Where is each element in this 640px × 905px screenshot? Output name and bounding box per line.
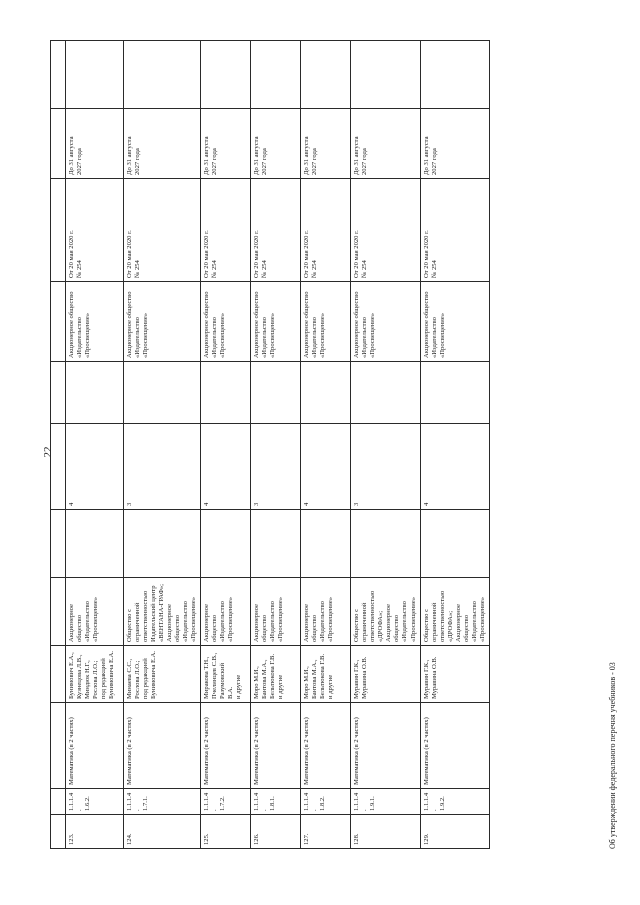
table-row — [301, 41, 351, 849]
row-order-date — [420, 179, 489, 282]
row-authors — [251, 646, 301, 703]
row-order-date — [251, 179, 301, 282]
row-authors — [351, 646, 420, 703]
row-publisher — [124, 282, 201, 362]
row-extra — [301, 41, 351, 109]
row-code — [251, 789, 301, 815]
row-publisher-text: Акционерное общество «Издательство «Просвещение» — [353, 291, 377, 358]
row-code-text: 1.1.1.4. 1.7.1. — [126, 792, 150, 811]
row-number-text: 128. — [353, 833, 361, 845]
row-authors — [420, 646, 489, 703]
row-valid-until-text: До 31 августа 2027 года — [203, 136, 219, 175]
row-publisher-original-text: Акционерное общество «Издательство «Просвещение» — [68, 596, 100, 642]
row-publisher-text: Акционерное общество «Издательство «Просвещение» — [422, 291, 446, 358]
row-order-date-text: От 20 мая 2020 г. № 254 — [253, 230, 269, 278]
row-number-text: 129. — [422, 833, 430, 845]
table-row — [351, 41, 420, 849]
row-authors-text: Миракова Т.Н., Пчелинцев С.В., Разумовский В.А. и другие — [203, 652, 243, 699]
row-subject — [251, 703, 301, 789]
row-part-text: 3 — [353, 502, 361, 506]
row-note — [201, 362, 251, 424]
row-number-text: 123. — [68, 833, 75, 845]
row-grade — [420, 510, 489, 578]
row-order-date-text: От 20 мая 2020 г. № 254 — [353, 230, 369, 278]
row-subject — [351, 703, 420, 789]
row-part-text: 4 — [422, 502, 430, 506]
row-part — [66, 424, 124, 510]
row-publisher — [301, 282, 351, 362]
row-valid-until-text: До 31 августа 2027 года — [353, 136, 369, 175]
row-valid-until — [251, 109, 301, 179]
row-authors-text: Моро М.И., Бантова М.А., Бельтюкова Г.В. и другие — [253, 653, 285, 699]
row-extra — [251, 41, 301, 109]
row-valid-until-text: До 31 августа 2027 года — [303, 136, 319, 175]
row-authors-text: Муравин Г.К., Муравина О.В. — [353, 656, 369, 699]
row-subject — [201, 703, 251, 789]
top-cell — [51, 789, 66, 815]
row-part-text: 3 — [253, 502, 261, 506]
row-valid-until — [351, 109, 420, 179]
top-cell — [51, 179, 66, 282]
row-note — [124, 362, 201, 424]
row-valid-until-text: До 31 августа 2027 года — [126, 136, 142, 175]
row-order-date — [351, 179, 420, 282]
row-part — [201, 424, 251, 510]
row-code — [124, 789, 201, 815]
row-note — [420, 362, 489, 424]
row-grade — [201, 510, 251, 578]
row-valid-until — [124, 109, 201, 179]
row-code — [201, 789, 251, 815]
row-order-date — [201, 179, 251, 282]
row-number — [66, 815, 124, 849]
row-publisher-original-text: Общество с ограниченной ответственностью «ДРОФА»; Акционерное общество «Издательство «Просвещение» — [353, 590, 417, 642]
row-order-date — [124, 179, 201, 282]
row-number — [251, 815, 301, 849]
row-part-text: 3 — [126, 502, 133, 506]
row-extra — [201, 41, 251, 109]
top-cell — [51, 109, 66, 179]
top-cell — [51, 510, 66, 578]
row-code-text: 1.1.1.4. 1.9.1. — [353, 792, 377, 811]
row-number-text: 125. — [203, 833, 211, 845]
row-note — [66, 362, 124, 424]
top-cell — [51, 41, 66, 109]
row-number — [420, 815, 489, 849]
row-number — [201, 815, 251, 849]
row-publisher-text: Акционерное общество «Издательство «Просвещение» — [126, 291, 150, 358]
row-number — [124, 815, 201, 849]
row-order-date — [301, 179, 351, 282]
row-publisher — [420, 282, 489, 362]
table-row — [251, 41, 301, 849]
row-extra — [351, 41, 420, 109]
row-number-text: 127. — [303, 833, 311, 845]
top-cell — [51, 282, 66, 362]
row-grade — [66, 510, 124, 578]
row-code-text: 1.1.1.4. 1.8.2. — [303, 792, 327, 811]
row-grade — [124, 510, 201, 578]
row-order-date-text: От 20 мая 2020 г. № 254 — [422, 230, 438, 278]
row-code — [301, 789, 351, 815]
row-part — [420, 424, 489, 510]
row-grade — [351, 510, 420, 578]
table-top-row — [51, 41, 66, 849]
row-subject — [124, 703, 201, 789]
row-part — [301, 424, 351, 510]
row-publisher-original-text: Акционерное общество «Издательство «Просвещение» — [203, 596, 235, 642]
row-part-text: 4 — [303, 502, 311, 506]
row-authors-text: Моро М.И., Бантова М.А., Бельтюкова Г.В. и другие — [303, 653, 335, 699]
row-publisher — [251, 282, 301, 362]
row-note — [251, 362, 301, 424]
table-row — [66, 41, 124, 849]
row-part-text: 4 — [68, 502, 75, 506]
row-authors — [201, 646, 251, 703]
row-subject-text: Математика (в 2 частях) — [126, 717, 133, 785]
row-valid-until-text: До 31 августа 2027 года — [253, 136, 269, 175]
row-number-text: 124. — [126, 833, 133, 845]
row-publisher — [201, 282, 251, 362]
row-authors — [66, 646, 124, 703]
row-code — [420, 789, 489, 815]
footer-text: Об утверждении федерального перечня учебников - 03 — [608, 662, 617, 849]
row-valid-until — [201, 109, 251, 179]
row-valid-until — [420, 109, 489, 179]
row-subject-text: Математика (в 2 частях) — [422, 717, 430, 785]
row-publisher-original — [66, 578, 124, 646]
row-publisher-text: Акционерное общество «Издательство «Просвещение» — [68, 291, 92, 358]
row-publisher-original — [351, 578, 420, 646]
row-subject-text: Математика (в 2 частях) — [353, 717, 361, 785]
top-cell — [51, 362, 66, 424]
row-subject-text: Математика (в 2 частях) — [203, 717, 211, 785]
row-subject-text: Математика (в 2 частях) — [253, 717, 261, 785]
row-publisher-original-text: Акционерное общество «Издательство «Просвещение» — [253, 596, 285, 642]
row-publisher — [66, 282, 124, 362]
row-grade — [301, 510, 351, 578]
row-valid-until-text: До 31 августа 2027 года — [68, 136, 84, 175]
row-code-text: 1.1.1.4. 1.7.2. — [203, 792, 227, 811]
row-number-text: 126. — [253, 833, 261, 845]
table-row — [201, 41, 251, 849]
row-order-date-text: От 20 мая 2020 г. № 254 — [303, 230, 319, 278]
row-code — [351, 789, 420, 815]
row-part — [351, 424, 420, 510]
row-publisher-original — [201, 578, 251, 646]
row-code — [66, 789, 124, 815]
top-cell — [51, 815, 66, 849]
row-publisher-original-text: Акционерное общество «Издательство «Просвещение» — [303, 596, 335, 642]
row-publisher-text: Акционерное общество «Издательство «Просвещение» — [253, 291, 277, 358]
row-subject — [420, 703, 489, 789]
row-publisher-text: Акционерное общество «Издательство «Просвещение» — [303, 291, 327, 358]
table-row — [420, 41, 489, 849]
row-grade — [251, 510, 301, 578]
top-cell — [51, 703, 66, 789]
row-note — [351, 362, 420, 424]
row-subject — [66, 703, 124, 789]
row-publisher-original — [251, 578, 301, 646]
row-code-text: 1.1.1.4. 1.8.1. — [253, 792, 277, 811]
row-code-text: 1.1.1.4. 1.9.2. — [422, 792, 446, 811]
row-order-date — [66, 179, 124, 282]
row-valid-until — [66, 109, 124, 179]
row-order-date-text: От 20 мая 2020 г. № 254 — [203, 230, 219, 278]
row-publisher-original-text: Общество с ограниченной ответственностью Издательский центр «ВЕНТАНА-ГРАФ»; Акционерное общество «Издательство «Просвещение» — [126, 584, 198, 642]
top-cell — [51, 578, 66, 646]
textbook-list-table — [50, 40, 490, 849]
top-cell — [51, 646, 66, 703]
row-valid-until-text: До 31 августа 2027 года — [422, 136, 438, 175]
row-valid-until — [301, 109, 351, 179]
row-publisher-original-text: Общество с ограниченной ответственностью «ДРОФА»; Акционерное общество «Издательство «Просвещение» — [422, 590, 486, 642]
row-publisher-text: Акционерное общество «Издательство «Просвещение» — [203, 291, 227, 358]
row-publisher-original — [420, 578, 489, 646]
row-part-text: 4 — [203, 502, 211, 506]
row-note — [301, 362, 351, 424]
row-publisher-original — [124, 578, 201, 646]
row-publisher-original — [301, 578, 351, 646]
row-extra — [420, 41, 489, 109]
row-subject — [301, 703, 351, 789]
row-order-date-text: От 20 мая 2020 г. № 254 — [126, 230, 142, 278]
row-subject-text: Математика (в 2 частях) — [68, 717, 75, 785]
row-part — [124, 424, 201, 510]
page-number: 22 — [42, 446, 54, 458]
row-subject-text: Математика (в 2 частях) — [303, 717, 311, 785]
row-authors — [301, 646, 351, 703]
row-part — [251, 424, 301, 510]
row-authors — [124, 646, 201, 703]
row-number — [301, 815, 351, 849]
row-authors-text: Минаева С.С., Рослова Л.О.; под редакцией Бунимовича Е.А. — [126, 650, 158, 699]
row-number — [351, 815, 420, 849]
top-cell — [51, 424, 66, 510]
row-authors-text: Бунимович Е.А., Кузнецова Л.В., Миндюк Н.Г., Рослова Л.О.; под редакцией Бунимовича Е.А. — [68, 650, 116, 699]
row-order-date-text: От 20 мая 2020 г. № 254 — [68, 230, 84, 278]
row-publisher — [351, 282, 420, 362]
table-row — [124, 41, 201, 849]
row-code-text: 1.1.1.4. 1.6.2. — [68, 792, 92, 811]
row-authors-text: Муравин Г.К., Муравина О.В. — [422, 656, 438, 699]
row-extra — [66, 41, 124, 109]
row-extra — [124, 41, 201, 109]
